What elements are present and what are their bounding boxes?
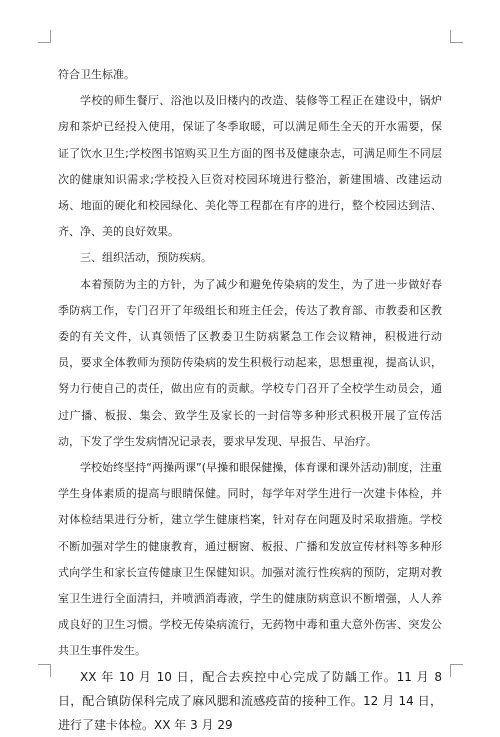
paragraph-timeline: XX 年 10 月 10 日，配合去疾控中心完成了防龋工作。11 月 8 日，配合镇防保科完成了麻风腮和流感疫苗的接种工作。12 月 14 日，进行了建卡体检。XX 年 3 月 29 (58, 669, 442, 732)
crop-mark-top-right (450, 30, 463, 43)
paragraph-facilities: 学校的师生餐厅、浴池以及旧楼内的改造、装修等工程正在建设中，锅炉房和茶炉已经投入使用，保证了冬季取暖，可以满足师生全天的开水需要，保证了饮水卫生;学校图书馆购买卫生方面的图书及健康杂志，可满足师生不同层次的健康知识需求;学校投入巨资对校园环境进行整治，新建围墙、改建运动场、地面的硬化和校园绿化、美化等工程都在有序的进行，整个校园达到洁、齐、净、美的良好效果。 (58, 94, 442, 239)
crop-mark-bottom-right (450, 664, 463, 677)
document-body (58, 62, 442, 737)
crop-mark-top-left (38, 30, 51, 43)
paragraph-continuation: 符合卫生标准。 (58, 68, 135, 81)
crop-mark-bottom-left (38, 664, 51, 677)
paragraph-health-education: 学校始终坚持“两操两课”(早操和眼保健操，体育课和课外活动)制度，注重学生身体素质的提高与眼睛保健。同时，每学年对学生进行一次建卡体检，并对体检结果进行分析，建立学生健康档案，针对存在问题及时采取措施。学校不断加强对学生的健康教育，通过橱窗、板报、广播和发放宣传材料等多种形式向学生和家长宣传健康卫生保健知识。加强对流行性疾病的预防，定期对教室卫生进行全面清扫，并喷洒消毒液，学生的健康防病意识不断增强，人人养成良好的卫生习惯。学校无传染病流行，无药物中毒和重大意外伤害、突发公共卫生事件发生。 (58, 461, 442, 658)
section-heading: 三、组织活动，预防疾病。 (80, 251, 212, 265)
paragraph-prevention: 本着预防为主的方针，为了减少和避免传染病的发生，为了进一步做好春季防病工作，专门召开了年级组长和班主任会，传达了教育部、市教委和区教委的有关文件，认真领悟了区教委卫生防病紧急工作会议精神，积极进行动员，要求全体教师为预防传染病的发生积极行动起来，思想重视，提高认识，努力行使自己的责任，做出应有的贡献。学校专门召开了全校学生动员会，通过广播、板报、集会、致学生及家长的一封信等多种形式积极开展了宣传活动，下发了学生发病情况记录表，要求早发现、早报告、早治疗。 (58, 277, 442, 448)
